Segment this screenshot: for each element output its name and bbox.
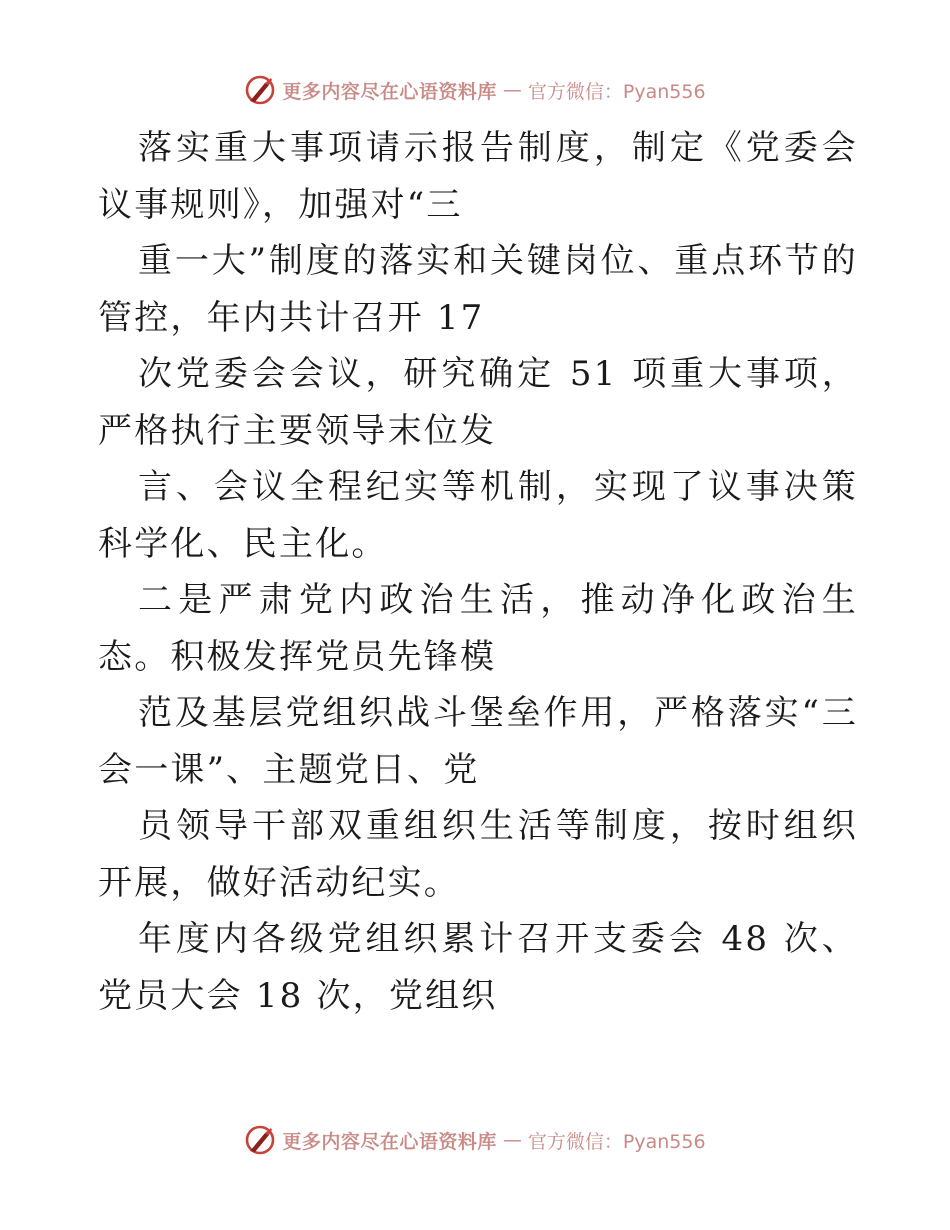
watermark-contact-text: 官方微信：Pyan556 — [527, 80, 706, 103]
paragraph-1: 落实重大事项请示报告制度，制定《党委会议事规则》，加强对“三 — [98, 128, 858, 225]
watermark-brand-text: 更多内容尽在心语资料库 — [282, 1130, 497, 1153]
paragraph-3: 次党委会会议，研究确定 51 项重大事项，严格执行主要领导末位发 — [98, 354, 858, 451]
header-watermark — [0, 72, 950, 108]
paragraph-7: 员领导干部双重组织生活等制度，按时组织开展，做好活动纪实。 — [98, 806, 858, 903]
quill-pen-circle-icon — [244, 1124, 276, 1156]
footer-watermark — [0, 1122, 950, 1158]
quill-pen-circle-icon — [244, 74, 276, 106]
watermark-separator: — — [502, 1129, 522, 1151]
paragraph-6: 范及基层党组织战斗堡垒作用，严格落实“三会一课”、主题党日、党 — [98, 693, 858, 790]
paragraph-5: 二是严肃党内政治生活，推动净化政治生态。积极发挥党员先锋模 — [98, 580, 858, 677]
paragraph-4: 言、会议全程纪实等机制，实现了议事决策科学化、民主化。 — [98, 467, 858, 564]
paragraph-8: 年度内各级党组织累计召开支委会 48 次、党员大会 18 次，党组织 — [98, 919, 858, 1016]
watermark-brand-text: 更多内容尽在心语资料库 — [282, 80, 497, 103]
watermark-separator: — — [502, 79, 522, 101]
document-body — [98, 120, 858, 1024]
watermark-contact-text: 官方微信：Pyan556 — [527, 1130, 706, 1153]
paragraph-2: 重一大”制度的落实和关键岗位、重点环节的管控，年内共计召开 17 — [98, 241, 858, 338]
